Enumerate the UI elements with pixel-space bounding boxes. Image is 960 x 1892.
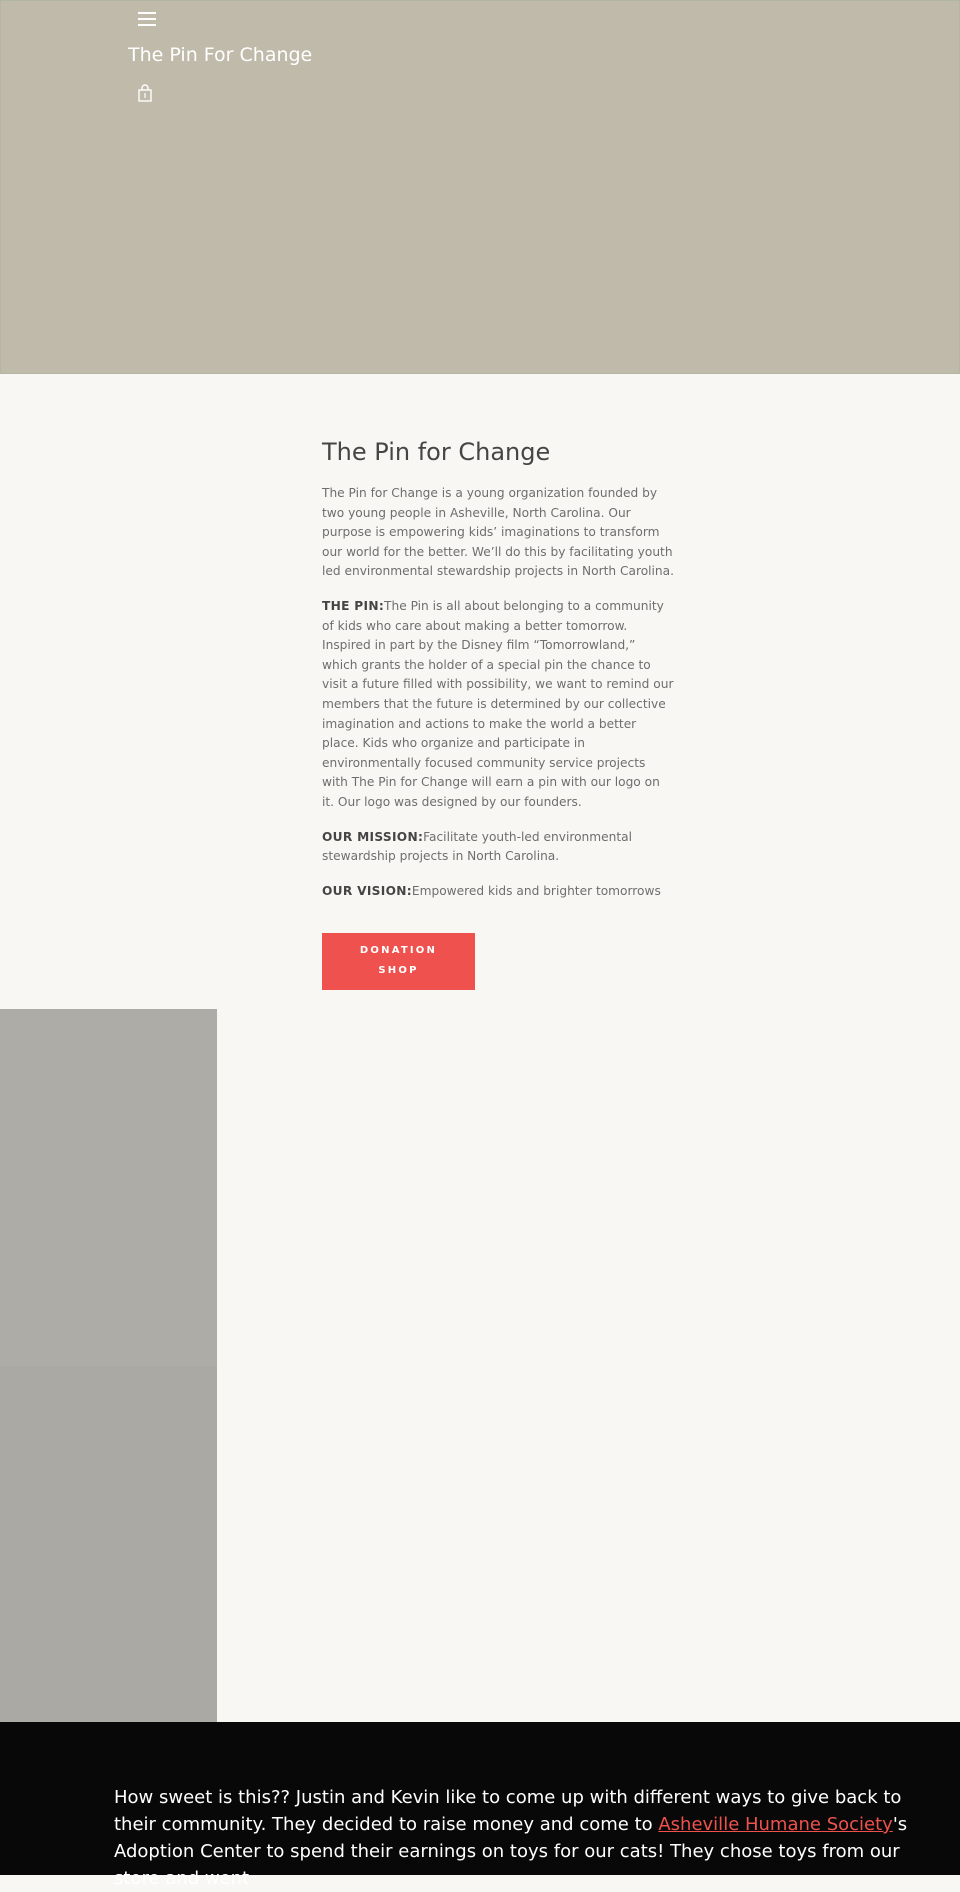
humane-society-link[interactable]: Asheville Humane Society (658, 1814, 893, 1835)
hamburger-menu-icon[interactable] (138, 12, 156, 27)
site-title[interactable]: The Pin For Change (128, 44, 313, 66)
hero-banner (0, 0, 960, 374)
page-title: The Pin for Change (322, 438, 551, 466)
story-text-end: 's Adoption Center to spend their earnings on toys for our cats! They chose toys from our store and went (114, 1814, 908, 1889)
pin-paragraph (322, 597, 674, 813)
intro-paragraph: The Pin for Change is a young organization founded by two young people in Asheville, North Carolina. Our purpose is empowering kids’ imaginations to transform our world for the better. We’ll do this by facilitating youth led environmental stewardship projects in North Carolina. (322, 486, 674, 579)
vision-paragraph (322, 882, 674, 902)
mission-text: Facilitate youth-led environmental stewardship projects in North Carolina. (322, 829, 633, 864)
vision-label: OUR VISION: (322, 883, 412, 898)
donation-shop-button-line2: SHOP (378, 965, 419, 977)
pin-text: The Pin is all about belonging to a community of kids who care about making a better tomorrow. Inspired in part by the Disney film “Tomorrowland,” which grants the holder of a special pin the chance to visit a future filled with possibility, we want to remind our members that the future is determined by our collective imagination and actions to make the world a better place. Kids who organize and participate in environmentally focused community service projects with The Pin for Change will earn a pin with our logo on it. Our logo was designed by our founders. (322, 598, 674, 809)
donation-shop-button[interactable] (322, 933, 475, 990)
about-section (322, 436, 674, 990)
mission-paragraph (322, 828, 674, 867)
story-text-start: How sweet is this?? Justin and Kevin like to come up with different ways to give back to their community. They decided to raise money and come to (114, 1787, 902, 1835)
pin-label: THE PIN: (322, 598, 385, 613)
story-text (114, 1784, 934, 1892)
donation-shop-button-line1: DONATION (359, 945, 438, 957)
vision-text: Empowered kids and brighter tomorrows (411, 883, 661, 898)
gallery-image-placeholder-bottom (0, 1366, 217, 1722)
mission-label: OUR MISSION: (322, 829, 424, 844)
shopping-bag-icon[interactable] (137, 84, 153, 102)
featured-story-section (0, 1722, 960, 1889)
gallery-image-placeholder-top (0, 1009, 217, 1366)
